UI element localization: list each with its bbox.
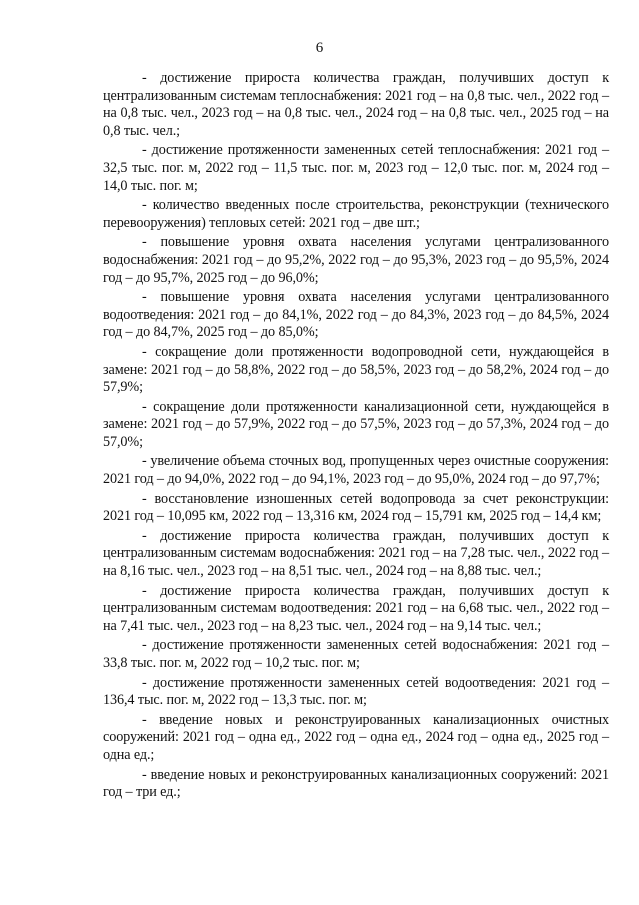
paragraph: - достижение протяженности замененных сетей водоснабжения: 2021 год – 33,8 тыс. пог. м, 2022 год – 10,2 тыс. пог. м; [103, 637, 609, 671]
paragraph: - количество введенных после строительства, реконструкции (технического перевооружения) тепловых сетей: 2021 год – две шт.; [103, 197, 609, 231]
paragraph: - достижение прироста количества граждан, получивших доступ к централизованным системам водоснабжения: 2021 год – на 7,28 тыс. чел., 2022 год – на 8,16 тыс. чел., 2023 год – на 8,51 тыс. чел., 2024 год – на 8,88 тыс. чел.; [103, 527, 609, 580]
paragraph: - повышение уровня охвата населения услугами централизованного водоотведения: 2021 год – до 84,1%, 2022 год – до 84,3%, 2023 год – до 84,5%, 2024 год – до 84,7%, 2025 год – до 85,0%; [103, 289, 609, 341]
paragraph: - сокращение доли протяженности канализационной сети, нуждающейся в замене: 2021 год – до 57,9%, 2022 год – до 57,5%, 2023 год – до 57,3%, 2024 год – до 57,0%; [103, 398, 609, 450]
paragraph: - введение новых и реконструированных канализационных сооружений: 2021 год – три ед.; [103, 766, 609, 801]
paragraph: - сокращение доли протяженности водопроводной сети, нуждающейся в замене: 2021 год – до 58,8%, 2022 год – до 58,5%, 2023 год – до 58,2%, 2024 год – до 57,9%; [103, 343, 609, 396]
paragraph: - достижение протяженности замененных сетей водоотведения: 2021 год – 136,4 тыс. пог. м, 2022 год – 13,3 тыс. пог. м; [103, 674, 609, 709]
paragraph: - достижение прироста количества граждан, получивших доступ к централизованным системам водоотведения: 2021 год – на 6,68 тыс. чел., 2022 год – на 7,41 тыс. чел., 2023 год – на 8,23 тыс. чел., 2024 год – на 9,14 тыс. чел.; [103, 582, 609, 634]
paragraph: - введение новых и реконструированных канализационных очистных сооружений: 2021 год – одна ед., 2022 год – одна ед., 2024 год – одна ед., 2025 год – одна ед.; [103, 711, 609, 763]
paragraph: - достижение прироста количества граждан, получивших доступ к централизованным системам теплоснабжения: 2021 год – на 0,8 тыс. чел., 2022 год – на 0,8 тыс. чел., 2023 год – на 0,8 тыс. чел., 2024 год – на 0,8 тыс. чел., 2025 год – на 0,8 тыс. чел.; [103, 70, 609, 139]
paragraph: - достижение протяженности замененных сетей теплоснабжения: 2021 год – 32,5 тыс. пог. м, 2022 год – 11,5 тыс. пог. м, 2023 год – 12,0 тыс. пог. м, 2024 год – 14,0 тыс. пог. м; [103, 142, 609, 194]
paragraph: - восстановление изношенных сетей водопровода за счет реконструкции: 2021 год – 10,095 км, 2022 год – 13,316 км, 2024 год – 15,791 км, 2025 год – 14,4 км; [103, 490, 609, 525]
page-number: 6 [315, 40, 324, 56]
paragraph: - увеличение объема сточных вод, пропущенных через очистные сооружения: 2021 год – до 94,0%, 2022 год – до 94,1%, 2023 год – до 95,0%, 2024 год – до 97,7%; [103, 453, 609, 488]
document-body [103, 70, 609, 804]
paragraph: - повышение уровня охвата населения услугами централизованного водоснабжения: 2021 год – до 95,2%, 2022 год – до 95,3%, 2023 год – до 95,5%, 2024 год – до 95,7%, 2025 год – до 96,0%; [103, 234, 609, 286]
